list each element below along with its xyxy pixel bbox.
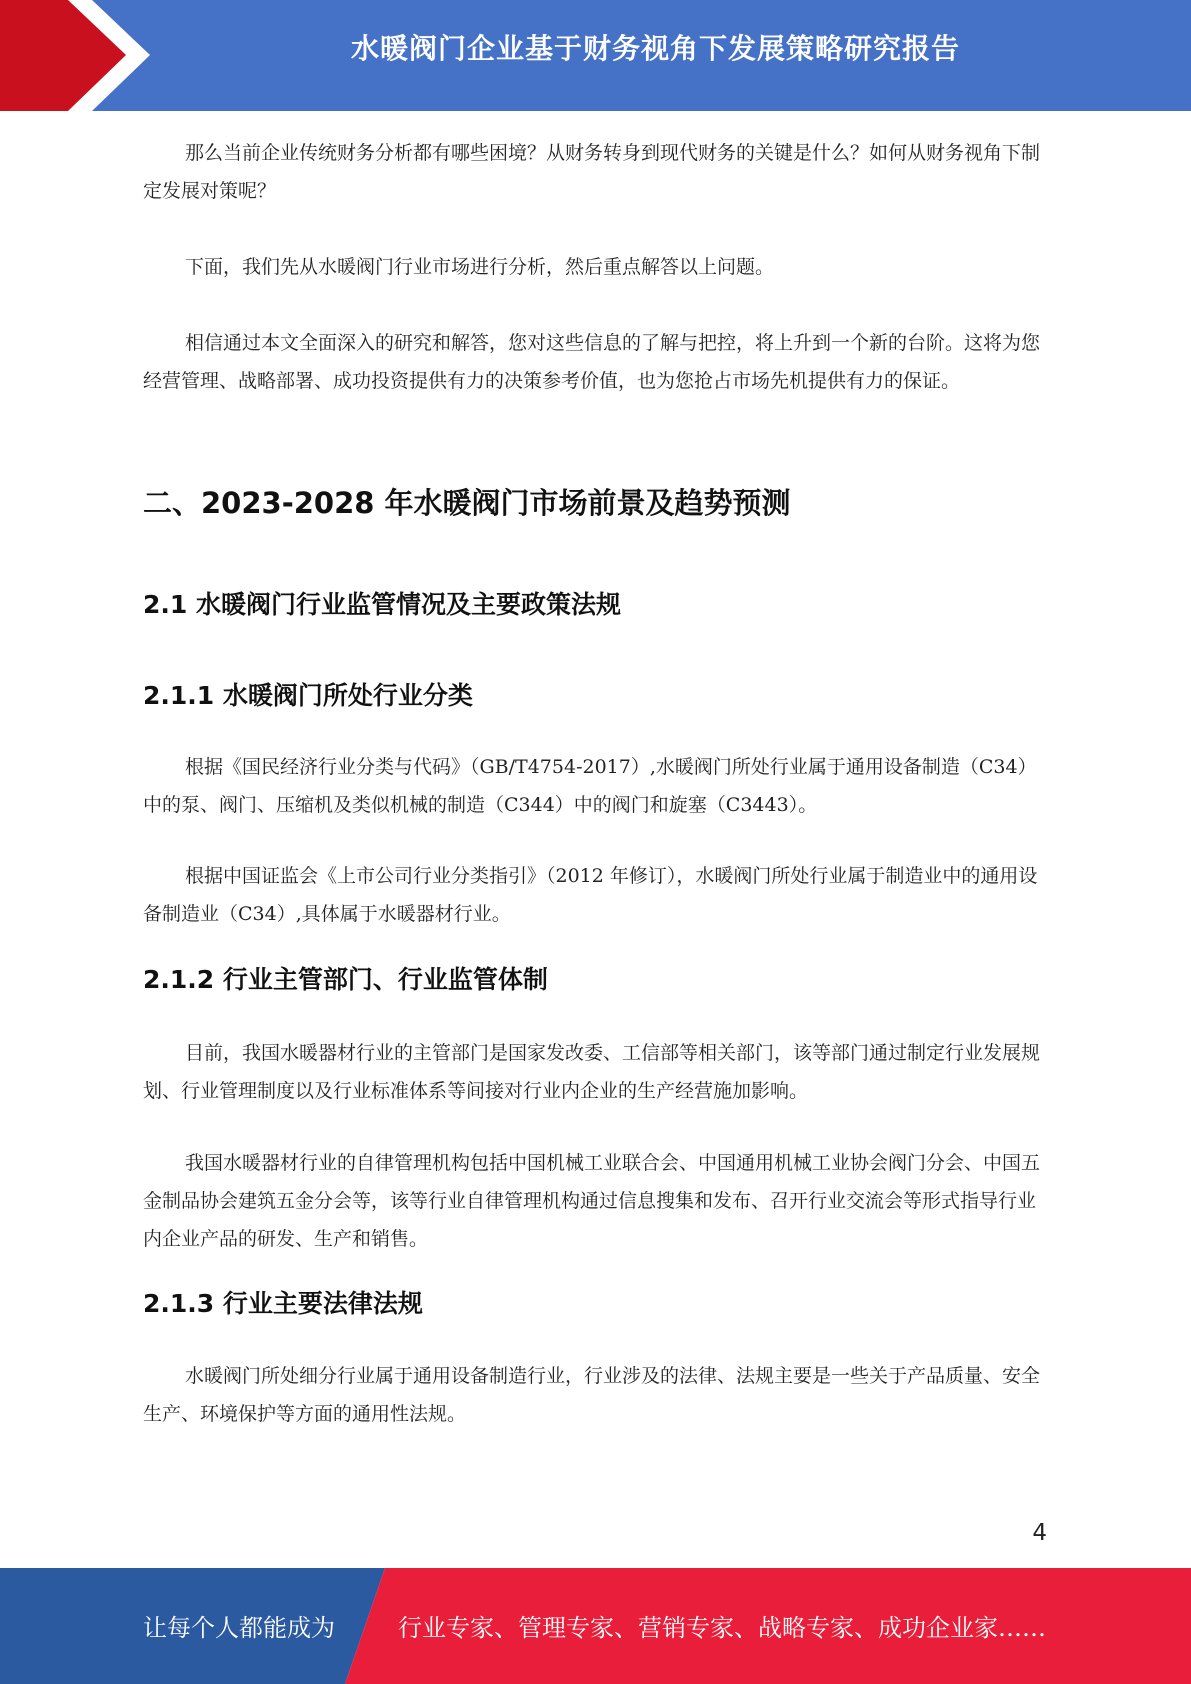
paragraph-7: 我国水暖器材行业的自律管理机构包括中国机械工业联合会、中国通用机械工业协会阀门分会、中国五金制品协会建筑五金分会等，该等行业自律管理机构通过信息搜集和发布、召开行业交流会等形式指导行业内企业产品的研发、生产和销售。 xyxy=(143,1152,1041,1250)
page-footer xyxy=(0,1568,1191,1684)
paragraph-5: 根据中国证监会《上市公司行业分类指引》（2012 年修订），水暖阀门所处行业属于制造业中的通用设备制造业（C34）,具体属于水暖器材行业。 xyxy=(143,865,1038,925)
paragraph-1: 那么当前企业传统财务分析都有哪些困境？从财务转身到现代财务的关键是什么？如何从财务视角下制定发展对策呢？ xyxy=(143,142,1041,202)
paragraph-4: 根据《国民经济行业分类与代码》（GB/T4754-2017）,水暖阀门所处行业属于通用设备制造（C34）中的泵、阀门、压缩机及类似机械的制造（C344）中的阀门和旋塞（C3443）。 xyxy=(143,756,1037,816)
page-number: 4 xyxy=(1032,1520,1047,1546)
section-heading-2: 二、2023-2028 年水暖阀门市场前景及趋势预测 xyxy=(143,486,791,520)
paragraph-2: 下面，我们先从水暖阀门行业市场进行分析，然后重点解答以上问题。 xyxy=(185,256,775,278)
paragraph-3: 相信通过本文全面深入的研究和解答，您对这些信息的了解与把控，将上升到一个新的台阶。这将为您经营管理、战略部署、成功投资提供有力的决策参考价值，也为您抢占市场先机提供有力的保证。 xyxy=(143,332,1041,392)
paragraph-8: 水暖阀门所处细分行业属于通用设备制造行业，行业涉及的法律、法规主要是一些关于产品质量、安全生产、环境保护等方面的通用性法规。 xyxy=(143,1365,1041,1425)
heading-2-1-1: 2.1.1 水暖阀门所处行业分类 xyxy=(143,681,473,710)
page-header xyxy=(0,0,1191,111)
heading-2-1: 2.1 水暖阀门行业监管情况及主要政策法规 xyxy=(143,590,621,619)
footer-slogan-left: 让每个人都能成为 xyxy=(143,1614,335,1642)
heading-2-1-3: 2.1.3 行业主要法律法规 xyxy=(143,1289,423,1318)
paragraph-6: 目前，我国水暖器材行业的主管部门是国家发改委、工信部等相关部门，该等部门通过制定行业发展规划、行业管理制度以及行业标准体系等间接对行业内企业的生产经营施加影响。 xyxy=(143,1042,1041,1102)
footer-slogan-right: 行业专家、管理专家、营销专家、战略专家、成功企业家…… xyxy=(398,1614,1046,1642)
header-title: 水暖阀门企业基于财务视角下发展策略研究报告 xyxy=(350,32,960,65)
heading-2-1-2: 2.1.2 行业主管部门、行业监管体制 xyxy=(143,965,548,994)
